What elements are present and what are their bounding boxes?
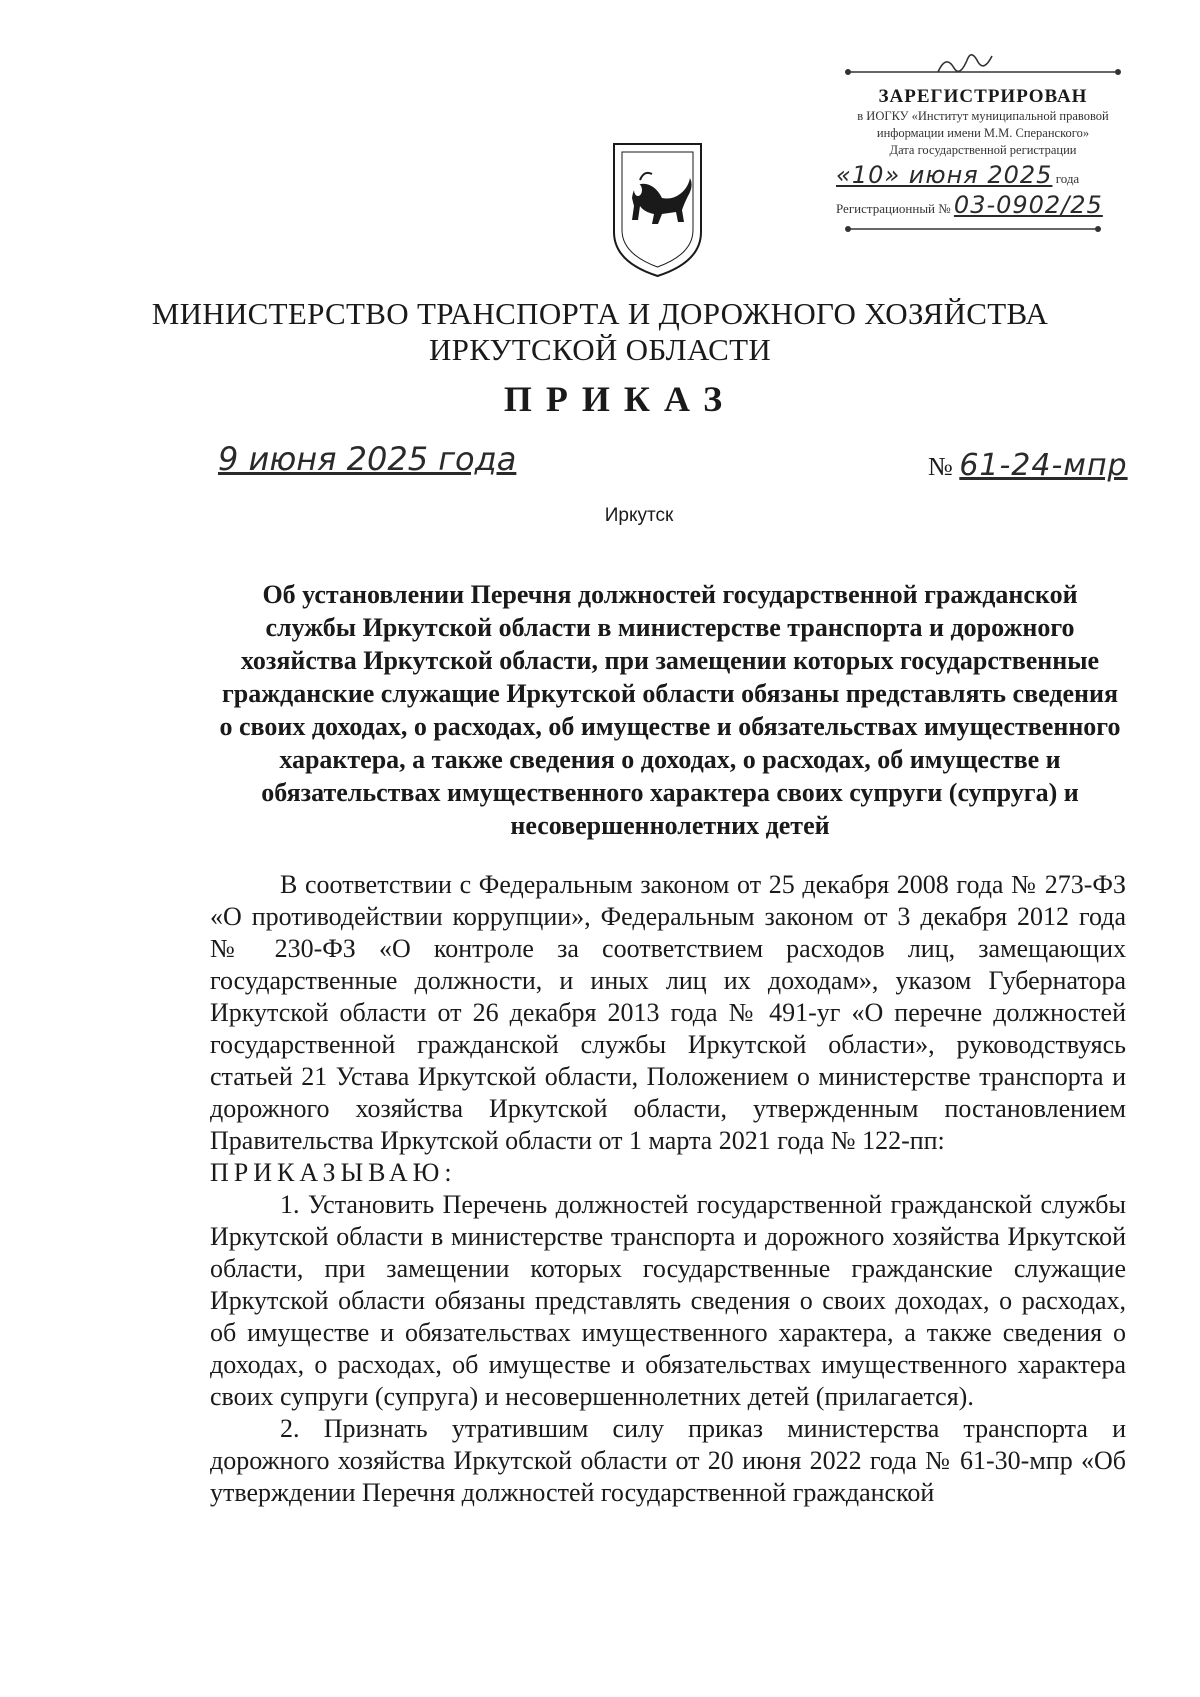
stamp-date-row	[818, 161, 1148, 189]
number-value: 61-24-мпр	[959, 448, 1128, 483]
stamp-title: ЗАРЕГИСТРИРОВАН	[878, 86, 1088, 107]
order-title: ПРИКАЗ	[503, 379, 737, 419]
order-date: 9 июня 2025 года	[218, 440, 517, 478]
stamp-line: Дата государственной регистрации	[889, 143, 1077, 157]
stamp-reg-number: 03-0902/25	[953, 191, 1103, 219]
ministry-name	[0, 296, 1200, 368]
city: Иркутск	[604, 505, 674, 526]
stamp-date: «10» июня 2025	[836, 161, 1053, 189]
stamp-signature	[818, 52, 1148, 80]
preamble-paragraph: В соответствии с Федеральным законом от 25 декабря 2008 года № 273-ФЗ «О противодействии коррупции», Федеральным законом от 3 декабря 2012 года № 230-ФЗ «О контроле за соответствием расходов лиц, замещающих государственные должности, и иных лиц их доходам», указом Губернатора Иркутской области от 26 декабря 2013 года № 491-уг «О перечне должностей государственной гражданской службы Иркутской области», руководствуясь статьей 21 Устава Иркутской области, Положением о министерстве транспорта и дорожного хозяйства Иркутской области, утвержденным постановлением Правительства Иркутской области от 1 марта 2021 года № 122-пп:	[210, 870, 1126, 1155]
signature-icon	[818, 52, 1148, 80]
registration-stamp	[818, 52, 1148, 247]
coat-of-arms-icon	[610, 140, 705, 280]
order-number	[928, 448, 1128, 483]
item-paragraph-2: 2. Признать утратившим силу приказ министерства транспорта и дорожного хозяйства Иркутской области от 20 июня 2022 года № 61-30-мпр «Об утверждении Перечня должностей государственной гражданской	[210, 1414, 1126, 1507]
ministry-line: МИНИСТЕРСТВО ТРАНСПОРТА И ДОРОЖНОГО ХОЗЯЙСТВА	[151, 296, 1049, 331]
number-prefix: №	[928, 452, 953, 481]
order-body	[210, 869, 1126, 1509]
stamp-bottom-line	[818, 219, 1148, 247]
stamp-line: информации имени М.М. Сперанского»	[876, 126, 1090, 140]
stamp-date-suffix: года	[1055, 171, 1080, 186]
stamp-number-row	[818, 191, 1148, 219]
stamp-line: в ИОГКУ «Институт муниципальной правовой	[857, 109, 1109, 123]
order-heading: Об установлении Перечня должностей государственной гражданской службы Иркутской области в министерстве транспорта и дорожного хозяйства Иркутской области, при замещении которых государственные гражданские служащие Иркутской области обязаны представлять сведения о своих доходах, о расходах, об имуществе и обязательствах имущественного характера, а также сведения о доходах, о расходах, об имуществе и обязательствах имущественного характера своих супруги (супруга) и несовершеннолетних детей	[219, 580, 1121, 840]
ministry-line: ИРКУТСКОЙ ОБЛАСТИ	[428, 332, 772, 367]
item-paragraph-1: 1. Установить Перечень должностей государственной гражданской службы Иркутской области в министерстве транспорта и дорожного хозяйства Иркутской области, при замещении которых государственные гражданские служащие Иркутской области обязаны представлять сведения о своих доходах, о расходах, об имуществе и обязательствах имущественного характера, а также сведения о доходах, о расходах, об имуществе и обязательствах имущественного характера своих супруги (супруга) и несовершеннолетних детей (прилагается).	[210, 1190, 1126, 1411]
stamp-reg-label: Регистрационный №	[836, 201, 951, 216]
order-directive: ПРИКАЗЫВАЮ:	[210, 1158, 457, 1187]
